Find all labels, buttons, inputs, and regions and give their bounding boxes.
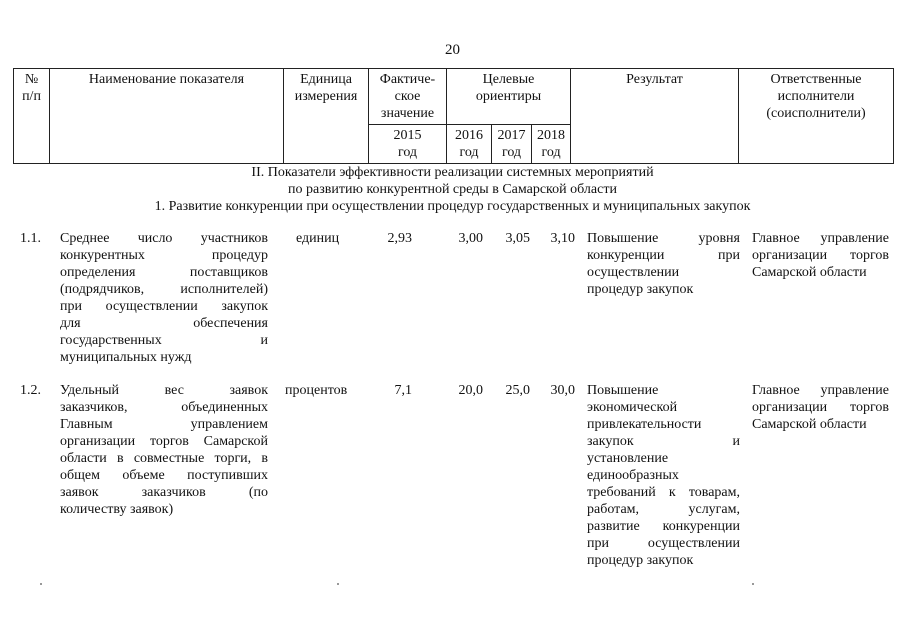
- value-2017: 3,05: [505, 231, 530, 246]
- value-2018: 30,0: [550, 383, 575, 398]
- value-2016: 20,0: [458, 383, 483, 398]
- unit: процентов: [285, 383, 348, 398]
- header-col-unit: Единица измерения: [284, 69, 369, 164]
- responsible: Главное управление организации торгов Самарской области: [752, 231, 889, 280]
- header-col-result: Результат: [571, 69, 739, 164]
- section-subtitle: 1. Развитие конкуренции при осуществлении процедур государственных и муниципальных закупок: [154, 199, 751, 214]
- section-title-line1: II. Показатели эффективности реализации системных мероприятий: [251, 165, 654, 180]
- value-2016: 3,00: [458, 231, 483, 246]
- scan-speck: [40, 583, 42, 585]
- scan-speck: [337, 583, 339, 585]
- scan-speck: [752, 583, 754, 585]
- page-number: 20: [445, 42, 460, 58]
- header-col-target: Целевые ориентиры: [447, 69, 571, 125]
- header-col-name: Наименование показателя: [50, 69, 284, 164]
- indicator-table-header: [13, 68, 894, 164]
- indicator-name: Удельный вес заявок заказчиков, объединенных Главным управлением организации торгов Самарской области в совместные торги, в общем объеме поступивших заявок заказчиков (по количеству заявок): [60, 383, 268, 517]
- value-2015: 7,1: [394, 383, 412, 398]
- table-row: [0, 230, 905, 370]
- header-year-2016: 2016 год: [447, 125, 492, 164]
- header-year-2017: 2017 год: [492, 125, 532, 164]
- section-title-line2: по развитию конкурентной среды в Самарской области: [288, 182, 617, 197]
- result: Повышение экономической привлекательности закупок и установление единообразных требований к товарам, работам, услугам, развитие конкуренции при осуществлении процедур закупок: [587, 383, 740, 568]
- header-year-2015: 2015 год: [369, 125, 447, 164]
- header-year-2018: 2018 год: [532, 125, 571, 164]
- responsible: Главное управление организации торгов Самарской области: [752, 383, 889, 432]
- row-number: 1.1.: [20, 231, 41, 246]
- unit: единиц: [296, 231, 340, 246]
- header-col-actual: Фактиче- ское значение: [369, 69, 447, 125]
- row-number: 1.2.: [20, 383, 41, 398]
- result: Повышение уровня конкуренции при осуществлении процедур закупок: [587, 231, 740, 297]
- header-col-responsible: Ответственные исполнители (соисполнители): [739, 69, 894, 164]
- table-row: [0, 382, 905, 577]
- indicator-name: Среднее число участников конкурентных процедур определения поставщиков (подрядчиков, исполнителей) при осуществлении закупок для обеспечения государственных и муниципальных нужд: [60, 231, 268, 365]
- header-col-number: № п/п: [14, 69, 50, 164]
- value-2018: 3,10: [550, 231, 575, 246]
- value-2015: 2,93: [387, 231, 412, 246]
- value-2017: 25,0: [505, 383, 530, 398]
